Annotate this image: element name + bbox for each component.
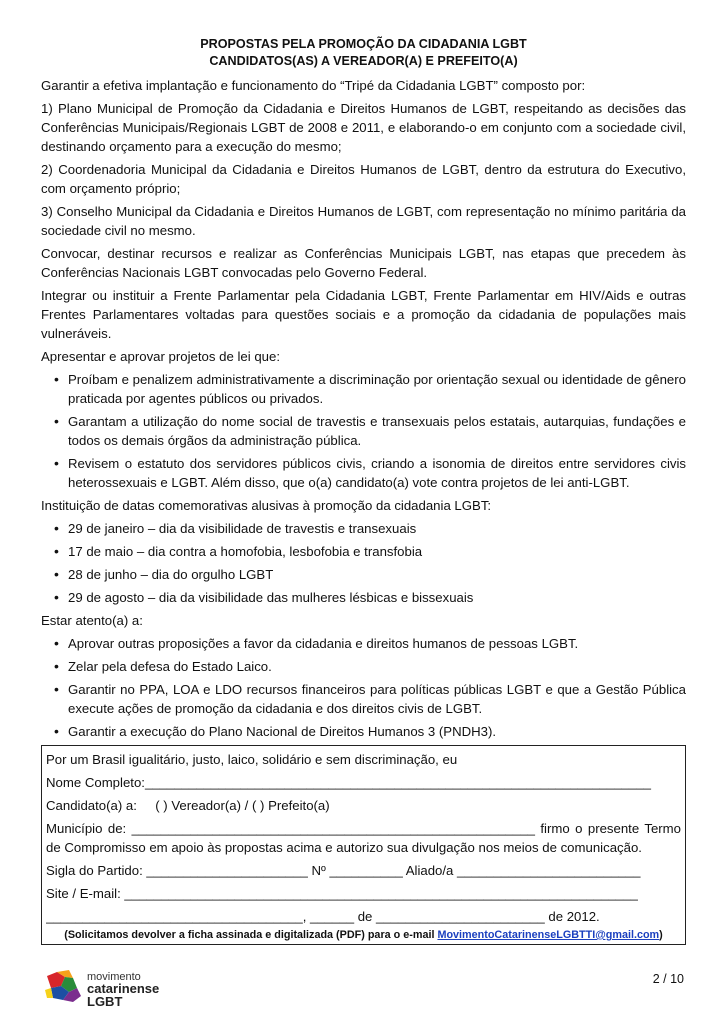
logo-text-1: movimento (87, 971, 141, 983)
intro-paragraph: Garantir a efetiva implantação e funcionamento do “Tripé da Cidadania LGBT” composto por: (41, 78, 586, 93)
item-3-paragraph: 3) Conselho Municipal da Cidadania e Direitos Humanos de LGBT, com representação no mínimo paritária da sociedade civil no mesmo. (41, 204, 686, 238)
candidato-label: Candidato(a) a: (46, 798, 137, 813)
candidato-options: ( ) Vereador(a) / ( ) Prefeito(a) (155, 798, 330, 813)
document-title (41, 36, 686, 70)
page-footer (41, 968, 686, 1008)
datas-list (41, 519, 686, 607)
atento-heading: Estar atento(a) a: (41, 613, 143, 628)
apresentar-heading: Apresentar e aprovar projetos de lei que: (41, 349, 280, 364)
apresentar-list (41, 370, 686, 492)
email-link[interactable]: MovimentoCatarinenseLGBTTI@gmail.com (437, 929, 660, 941)
integrar-paragraph: Integrar ou instituir a Frente Parlamentar pela Cidadania LGBT, Frente Parlamentar em HIV/Aids e outras Frentes Parlamentares voltadas para questões sociais e a promoção da cidadania de populações mais vulneráveis. (41, 288, 686, 341)
movimento-catarinense-logo (43, 968, 213, 1008)
item-2-paragraph: 2) Coordenadoria Municipal da Cidadania e Direitos Humanos de LGBT, dentro da estrutura do Executivo, com orçamento próprio; (41, 162, 686, 196)
list-item: • 28 de junho – dia do orgulho LGBT (68, 565, 686, 584)
list-item: • Proíbam e penalizem administrativamente a discriminação por orientação sexual ou identidade de gênero praticada por agentes públicos ou privados. (68, 370, 686, 408)
return-note (46, 928, 681, 942)
list-item: • Garantir no PPA, LOA e LDO recursos financeiros para políticas públicas LGBT e que a Gestão Pública execute ações de promoção da cidadania e dos direitos civis de LGBT. (68, 680, 686, 718)
list-item: • 29 de janeiro – dia da visibilidade de travestis e transexuais (68, 519, 686, 538)
sigla-partido-field: Sigla do Partido: ______________________ Nº __________ Aliado/a _________________________ (46, 863, 641, 878)
page-number: 2 / 10 (652, 972, 684, 986)
logo-text-2: catarinense (87, 981, 160, 996)
list-item: • 29 de agosto – dia da visibilidade das mulheres lésbicas e bissexuais (68, 588, 686, 607)
commitment-form (41, 745, 686, 945)
date-line: ___________________________________, ______ de _______________________ de 2012. (46, 909, 600, 924)
site-email-field: Site / E-mail: ______________________________________________________________________ (46, 886, 638, 901)
list-item: • Revisem o estatuto dos servidores públicos civis, criando a isonomia de direitos entre servidores civis heterossexuais e LGBT. Além disso, que o(a) candidato(a) vote contra projetos de lei anti-LGBT. (68, 454, 686, 492)
instituicao-heading: Instituição de datas comemorativas alusivas à promoção da cidadania LGBT: (41, 498, 492, 513)
candidato-field (46, 796, 681, 815)
form-opening: Por um Brasil igualitário, justo, laico, solidário e sem discriminação, eu (46, 752, 458, 767)
atento-list (41, 634, 686, 741)
document-page (41, 36, 686, 945)
municipio-field: Município de: _______________________________________________________ firmo o presente Termo de Compromisso em apoio às propostas acima e autorizo sua divulgação nos meios de comunicação. (46, 821, 681, 855)
list-item: • Aprovar outras proposições a favor da cidadania e direitos humanos de pessoas LGBT. (68, 634, 686, 653)
title-line-1: PROPOSTAS PELA PROMOÇÃO DA CIDADANIA LGBT (200, 37, 527, 51)
list-item: • Garantir a execução do Plano Nacional de Direitos Humanos 3 (PNDH3). (68, 722, 686, 741)
nome-completo-field: Nome Completo:_____________________________________________________________________ (46, 775, 652, 790)
item-1-paragraph: 1) Plano Municipal de Promoção da Cidadania e Direitos Humanos de LGBT, respeitando as decisões das Conferências Municipais/Regionais LGBT de 2008 e 2011, e elaborando-o em conjunto com a sociedade civil, destinando orçamento para a execução do mesmo; (41, 101, 686, 154)
return-note-close: ) (659, 929, 663, 941)
list-item: • 17 de maio – dia contra a homofobia, lesbofobia e transfobia (68, 542, 686, 561)
logo-text-3: LGBT (87, 994, 123, 1008)
title-line-2: CANDIDATOS(AS) A VEREADOR(A) E PREFEITO(A) (209, 54, 518, 68)
return-note-text: (Solicitamos devolver a ficha assinada e digitalizada (PDF) para o e-mail (64, 929, 438, 941)
list-item: • Garantam a utilização do nome social de travestis e transexuais pelos estatais, autarquias, fundações e todos os demais órgãos da administração pública. (68, 412, 686, 450)
convocar-paragraph: Convocar, destinar recursos e realizar as Conferências Municipais LGBT, nas etapas que precedem às Conferências Nacionais LGBT convocadas pelo Governo Federal. (41, 246, 686, 280)
list-item: • Zelar pela defesa do Estado Laico. (68, 657, 686, 676)
